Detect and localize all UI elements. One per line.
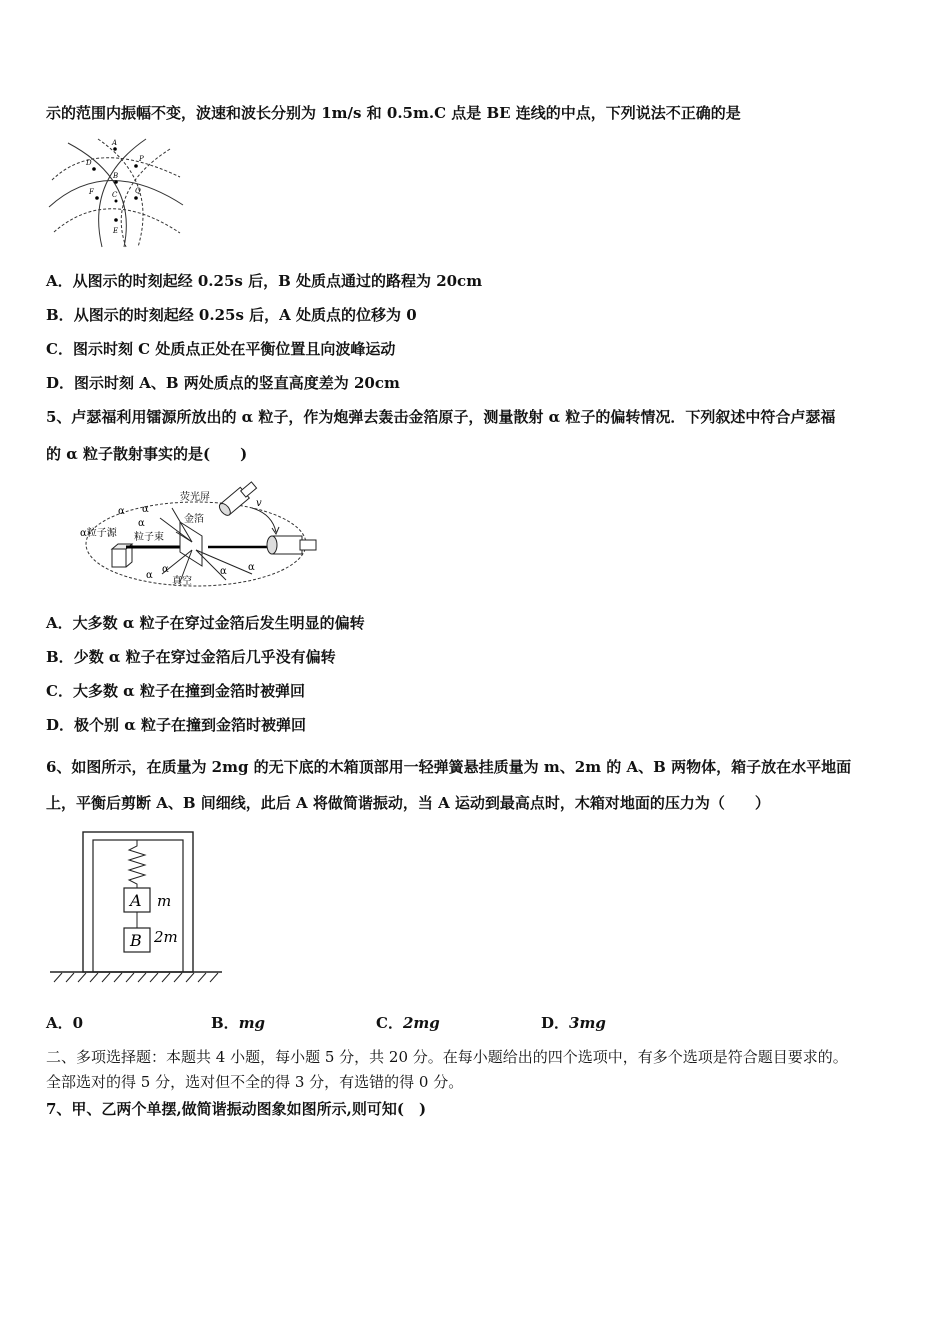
q5-option-c[interactable]	[46, 680, 305, 701]
q4-option-a[interactable]	[46, 270, 482, 291]
alpha-label: α	[142, 504, 149, 515]
option-key: B．	[211, 1014, 239, 1032]
option-key: A．	[46, 272, 73, 290]
q6-stem-line1: 6、如图所示，在质量为 2mg 的无下底的木箱顶部用一轻弹簧悬挂质量为 m、2m 的 A、B 两物体，箱子放在水平地面	[46, 758, 852, 776]
option-text: 2mg	[402, 1014, 440, 1032]
option-text: 极个别 α 粒子在撞到金箔时被弹回	[74, 716, 307, 734]
screen-label: 荧光屏	[180, 492, 210, 503]
q6-option-c[interactable]	[376, 1012, 440, 1033]
label-q: Q	[135, 187, 141, 195]
option-text: 从图示的时刻起经 0.25s 后，B 处质点通过的路程为 20cm	[72, 272, 483, 290]
foil-label: 金箔	[184, 514, 204, 525]
alpha-label: α	[138, 518, 145, 529]
alpha-label: α	[146, 570, 153, 581]
option-key: C．	[46, 682, 73, 700]
label-f: F	[89, 188, 94, 196]
q5-stem-line1: 5、卢瑟福利用镭源所放出的 α 粒子，作为炮弹去轰击金箔原子，测量散射 α 粒子的偏转情况．下列叙述中符合卢瑟福	[46, 408, 836, 426]
option-text: 图示时刻 A、B 两处质点的竖直高度差为 20cm	[74, 374, 400, 392]
block-a-label: A	[130, 891, 142, 910]
option-key: D．	[541, 1014, 570, 1032]
block-b-label: B	[130, 931, 142, 950]
alpha-label: α	[220, 566, 227, 577]
alpha-label: α	[248, 562, 255, 573]
v-label: v	[256, 498, 262, 509]
label-a: A	[112, 139, 118, 147]
option-text: mg	[238, 1014, 266, 1032]
label-d: D	[86, 159, 92, 167]
option-text: 大多数 α 粒子在穿过金箔后发生明显的偏转	[72, 614, 365, 632]
q5-option-d[interactable]	[46, 714, 306, 735]
q4-option-c[interactable]	[46, 338, 395, 359]
option-text: 从图示的时刻起经 0.25s 后，A 处质点的位移为 0	[73, 306, 417, 324]
interference-figure	[46, 135, 186, 250]
option-key: D．	[46, 374, 75, 392]
q4-option-b[interactable]	[46, 304, 417, 325]
option-key: B．	[46, 306, 74, 324]
label-p: P	[139, 155, 144, 163]
q6-option-b[interactable]	[211, 1012, 265, 1033]
section2-line2: 全部选对的得 5 分，选对但不全的得 3 分，有选错的得 0 分。	[46, 1073, 464, 1091]
q4-option-d[interactable]	[46, 372, 400, 393]
label-e: E	[113, 227, 119, 235]
option-key: C．	[46, 340, 73, 358]
q6-option-a[interactable]	[46, 1012, 83, 1033]
label-b: B	[113, 172, 119, 180]
mass-a-label: m	[157, 892, 172, 910]
option-text: 0	[72, 1014, 84, 1032]
q5-option-b[interactable]	[46, 646, 336, 667]
option-text: 3mg	[569, 1014, 606, 1032]
option-key: D．	[46, 716, 75, 734]
q6-stem-line2: 上，平衡后剪断 A、B 间细线，此后 A 将做简谐振动，当 A 运动到最高点时，木箱对地面的压力为（ ）	[46, 794, 770, 812]
q4-stem: 示的范围内振幅不变，波速和波长分别为 1m/s 和 0.5m.C 点是 BE 连线的中点，下列说法不正确的是	[46, 104, 741, 122]
option-text: 大多数 α 粒子在撞到金箔时被弹回	[72, 682, 305, 700]
section2-line1: 二、多项选择题：本题共 4 小题，每小题 5 分，共 20 分。在每小题给出的四个选项中，有多个选项是符合题目要求的。	[46, 1048, 848, 1066]
option-text: 图示时刻 C 处质点正处在平衡位置且向波峰运动	[72, 340, 396, 358]
option-key: B．	[46, 648, 74, 666]
option-key: A．	[46, 614, 73, 632]
alpha-label: α	[162, 564, 169, 575]
alpha-label: α	[118, 506, 125, 517]
mass-b-label: 2m	[154, 928, 178, 946]
q5-stem-line2: 的 α 粒子散射事实的是( )	[46, 445, 248, 463]
q5-option-a[interactable]	[46, 612, 365, 633]
option-text: 少数 α 粒子在穿过金箔后几乎没有偏转	[73, 648, 336, 666]
beam-label: 粒子束	[134, 532, 164, 543]
source-label: α粒子源	[80, 528, 117, 539]
q6-option-d[interactable]	[541, 1012, 606, 1033]
scattering-figure	[76, 474, 326, 594]
option-key: C．	[376, 1014, 403, 1032]
option-key: A．	[46, 1014, 73, 1032]
q7-stem: 7、甲、乙两个单摆,做简谐振动图象如图所示,则可知( )	[46, 1100, 427, 1118]
spring-box-figure	[50, 828, 225, 988]
vacuum-label: 真空	[172, 576, 192, 587]
label-c: C	[112, 191, 118, 199]
